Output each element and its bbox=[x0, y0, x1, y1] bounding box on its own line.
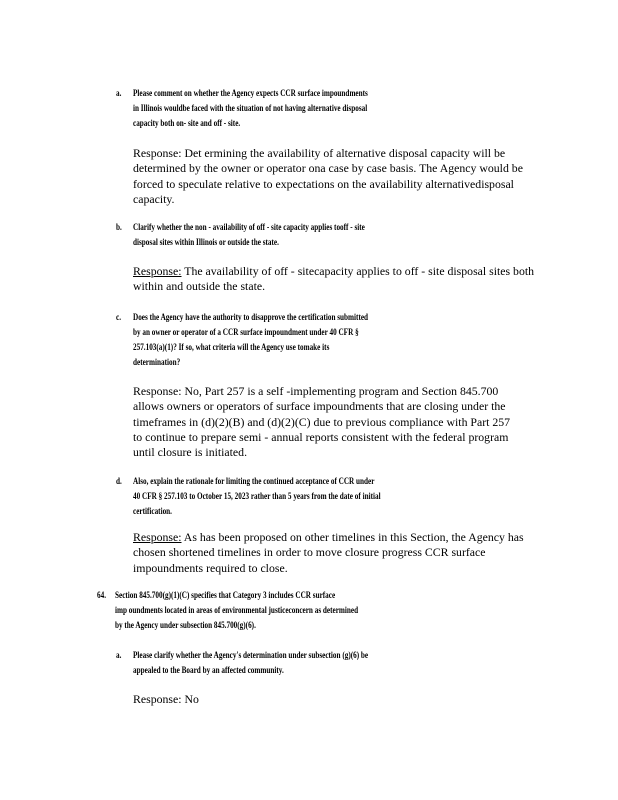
response-c-text bbox=[133, 384, 510, 460]
question-number-64: 64. bbox=[97, 590, 106, 600]
item-label-c: c. bbox=[116, 312, 121, 322]
item-label-b: b. bbox=[116, 222, 122, 232]
question-c-text bbox=[133, 310, 368, 370]
question-line: in Illinois wouldbe faced with the situation of not having alternative disposal bbox=[133, 103, 368, 113]
item-label-d: d. bbox=[116, 476, 122, 486]
response-line: chosen shortened timelines in order to move closure progress CCR surface bbox=[133, 545, 486, 560]
question-d-text bbox=[133, 474, 381, 519]
question-line: imp oundments located in areas of environmental justiceconcern as determined bbox=[115, 605, 359, 615]
response-line: impoundments required to close. bbox=[133, 560, 288, 575]
question-line: capacity both on- site and off - site. bbox=[133, 118, 241, 128]
response-d-text bbox=[133, 530, 524, 576]
question-line: by an owner or operator of a CCR surface impoundment under 40 CFR § bbox=[133, 327, 359, 337]
response-line bbox=[133, 264, 534, 279]
question-line: Please comment on whether the Agency expects CCR surface impoundments bbox=[133, 88, 368, 98]
question-line: Does the Agency have the authority to disapprove the certification submitted bbox=[133, 312, 369, 322]
question-line: disposal sites within Illinois or outside the state. bbox=[133, 237, 279, 247]
response-first-line: As has been proposed on other timelines in this Section, the Agency has bbox=[181, 530, 524, 544]
response-b-text bbox=[133, 264, 534, 295]
response-line: until closure is initiated. bbox=[133, 445, 248, 460]
response-line: timeframes in (d)(2)(B) and (d)(2)(C) due to previous compliance with Part 257 bbox=[133, 414, 511, 429]
response-a-64-text bbox=[133, 692, 199, 707]
response-lead: Response: bbox=[133, 530, 182, 544]
question-line: Section 845.700(g)(1)(C) specifies that Category 3 includes CCR surface bbox=[115, 590, 336, 600]
question-64-text bbox=[115, 588, 358, 633]
response-line: Response: Det ermining the availability of alternative disposal capacity will be bbox=[133, 146, 506, 160]
item-label-a: a. bbox=[116, 88, 122, 98]
response-line: within and outside the state. bbox=[133, 279, 266, 294]
question-line: Please clarify whether the Agency's determination under subsection (g)(6) be bbox=[133, 650, 369, 660]
response-line: determined by the owner or operator ona case by case basis. The Agency would be bbox=[133, 161, 523, 176]
response-line: capacity. bbox=[133, 191, 175, 206]
question-a-text bbox=[133, 86, 368, 131]
question-a-64-text bbox=[133, 648, 368, 678]
response-line bbox=[133, 530, 524, 545]
response-a-text bbox=[133, 146, 523, 207]
response-line: Response: No bbox=[133, 692, 199, 706]
response-line: Response: No, Part 257 is a self -implementing program and Section 845.700 bbox=[133, 384, 499, 398]
question-line: Clarify whether the non - availability of off - site capacity applies tooff - site bbox=[133, 222, 365, 232]
response-line: forced to speculate relative to expectations on the availability alternativedisposal bbox=[133, 176, 514, 191]
question-line: appealed to the Board by an affected community. bbox=[133, 665, 284, 675]
item-label-a-64: a. bbox=[116, 650, 122, 660]
question-line: determination? bbox=[133, 357, 181, 367]
question-line: Also, explain the rationale for limiting the continued acceptance of CCR under bbox=[133, 476, 375, 486]
question-line: 40 CFR § 257.103 to October 15, 2023 rather than 5 years from the date of initial bbox=[133, 491, 381, 501]
question-b-text bbox=[133, 220, 365, 250]
question-line: certification. bbox=[133, 506, 172, 516]
question-line: 257.103(a)(1)? If so, what criteria will the Agency use tomake its bbox=[133, 342, 330, 352]
response-first-line: The availability of off - sitecapacity applies to off - site disposal sites both bbox=[181, 264, 535, 278]
response-lead: Response: bbox=[133, 264, 182, 278]
question-line: by the Agency under subsection 845.700(g)(6). bbox=[115, 620, 256, 630]
response-line: allows owners or operators of surface impoundments that are closing under the bbox=[133, 399, 506, 414]
response-line: to continue to prepare semi - annual reports consistent with the federal program bbox=[133, 429, 509, 444]
